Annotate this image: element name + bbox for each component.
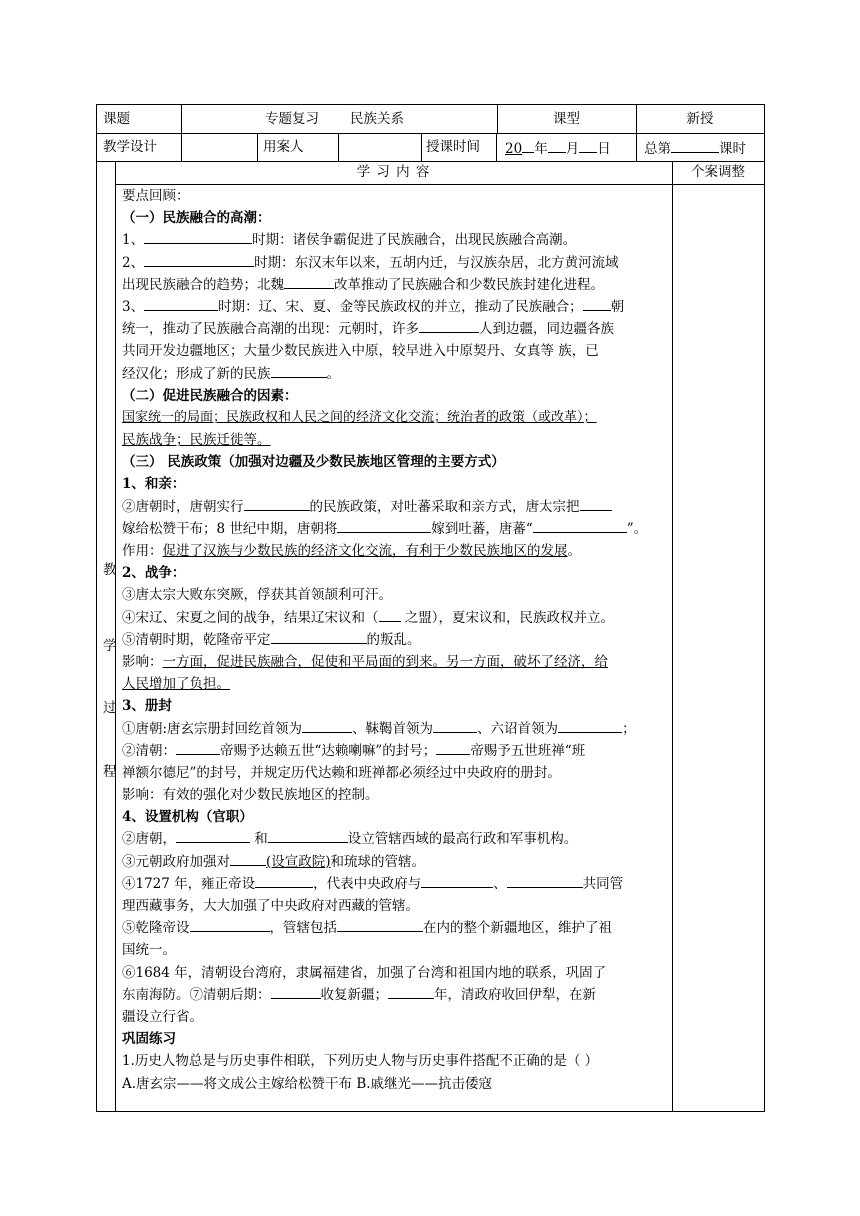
text: 帝赐予五世班禅“班: [470, 742, 586, 759]
text-line: [122, 318, 670, 340]
text: 改革推动了民族融合和少数民族封建化进程。: [334, 276, 604, 293]
text-line: [122, 540, 670, 562]
text: 收复新疆；: [320, 986, 388, 1003]
text-line: 禅额尔德尼”的封号，并规定历代达赖和班禅都必须经过中央政府的册封。: [122, 764, 561, 781]
text: 。: [326, 365, 340, 382]
side-label-char: 教: [103, 562, 117, 578]
text: ①唐朝:唐玄宗册封回纥首领为: [122, 720, 303, 737]
text: 作用：: [122, 543, 163, 559]
text: 人到边疆，同边疆各族: [479, 321, 614, 338]
blank: [580, 496, 612, 511]
col-divider: [496, 133, 497, 161]
blank: [190, 917, 270, 932]
blank: [436, 740, 470, 755]
table-border-left: [96, 104, 97, 1112]
text-line: 民族战争；民族迁徙等。: [122, 432, 271, 449]
text: 、: [493, 875, 507, 892]
text: 嫁到吐蕃，唐蕃“: [431, 520, 533, 537]
row-divider: [96, 161, 765, 162]
text-line: [122, 651, 670, 673]
text-line: [122, 229, 670, 251]
col-divider: [181, 104, 182, 161]
blank: [176, 828, 250, 843]
text-line: [122, 518, 670, 540]
text: 帝赐予达赖五世“达赖喇嘛”的封号；: [220, 742, 437, 759]
section-heading: （三） 民族政策（加强对边疆及少数民族地区管理的主要方式）: [122, 454, 505, 471]
text: 和: [250, 831, 268, 848]
text-line: [122, 496, 670, 518]
text: 促进了汉族与少数民族的经济文化交流，有利于少数民族地区的发展: [162, 543, 568, 559]
blank: [419, 318, 479, 333]
text: 嫁给松赞干布；8 世纪中期，唐朝将: [122, 520, 338, 537]
total-prefix: 总第: [644, 141, 671, 157]
question-text: 1.历史人物总是与历史事件相联，下列历史人物与历史事件搭配不正确的是（ ）: [122, 1053, 599, 1070]
table-border-top: [96, 104, 765, 105]
blank: [379, 607, 401, 622]
text: ⑤清朝时期，乾隆帝平定: [122, 631, 271, 648]
blank: [433, 718, 477, 733]
text: ②唐朝时，唐朝实行: [122, 498, 244, 515]
label-yongan-ren: 用案人: [263, 139, 304, 155]
topic-title: 专题复习: [265, 111, 319, 127]
text-line: [122, 274, 670, 296]
text-line: 共同开发边疆地区；大量少数民族进入中原，较早进入中原契丹、女真等 族，已: [122, 343, 599, 360]
side-label-char: 程: [103, 764, 117, 780]
side-label-char: 学: [103, 638, 117, 654]
text-line: [122, 851, 670, 873]
text: 的叛乱。: [366, 631, 421, 648]
blank: [507, 873, 583, 888]
blank: [388, 984, 434, 999]
date-year-unit: 年: [534, 141, 548, 157]
text: 3、: [122, 298, 145, 315]
table-border-right: [764, 104, 765, 1112]
text-line: [122, 917, 670, 939]
text-line: [122, 296, 670, 318]
text: ②清朝：: [122, 742, 176, 759]
text: 朝: [610, 298, 625, 315]
text: 1、: [122, 232, 145, 249]
blank: [558, 718, 622, 733]
blank: [548, 138, 566, 153]
text-line: ③唐太宗大败东突厥，俘获其首领颉利可汗。: [122, 587, 392, 604]
blank: [337, 917, 423, 932]
col-divider: [257, 133, 258, 161]
text: ；: [622, 720, 636, 737]
text-line: [122, 629, 670, 651]
study-content-body: [122, 185, 670, 1095]
label-kexing: 课型: [553, 111, 580, 127]
date-year-value: 20: [505, 141, 523, 157]
text: 经汉化；形成了新的民族: [122, 365, 271, 382]
label-jiaoxue-sheji: 教学设计: [103, 139, 157, 155]
col-divider: [338, 133, 339, 161]
subsection-heading: 1、和亲：: [122, 476, 186, 493]
blank: [671, 138, 719, 153]
text: 年，清政府收回伊犁，在新: [434, 986, 596, 1003]
blank: [271, 363, 327, 378]
text-line: 人民增加了负担。: [122, 676, 230, 693]
label-shouke-shijian: 授课时间: [426, 139, 480, 155]
text-line: 影响：有效的强化对少数民族地区的控制。: [122, 787, 379, 804]
col-divider: [421, 133, 422, 161]
text-line: ⑥1684 年，清朝设台湾府，隶属福建省，加强了台湾和祖国内地的联系，巩固了: [122, 964, 607, 981]
text-line: 疆设立行省。: [122, 1008, 203, 1025]
blank: [271, 984, 321, 999]
subsection-heading: 3、册封: [122, 698, 172, 715]
text: 和琉球的管辖。: [330, 853, 426, 870]
blank: [522, 138, 534, 153]
section-heading: （二）促进民族融合的因素：: [122, 387, 298, 404]
topic-subtitle: 民族关系: [350, 111, 404, 127]
text: 东南海防。⑦清朝后期：: [122, 986, 271, 1003]
text-line: [122, 607, 670, 629]
blank: [144, 229, 252, 244]
question-options: A.唐玄宗——将文成公主嫁给松赞干布 B.戚继光——抗击倭寇: [122, 1075, 493, 1092]
text: 时期：辽、宋、夏、金等民族政权的并立，推动了民族融合；: [218, 298, 583, 315]
text: 影响：: [122, 653, 163, 670]
text-line: 国家统一的局面；民族政权和人民之间的经济文化交流；统治者的政策（或改革）；: [122, 409, 597, 425]
text: 一方面，促进民族融合，促使和平局面的到来。另一方面，破坏了经济，给: [162, 653, 608, 670]
section-heading: （一）民族融合的高潮：: [122, 210, 271, 227]
text-line: 要点回顾：: [122, 188, 190, 204]
blank: [583, 296, 611, 311]
text: ”。: [626, 520, 648, 537]
text: ⑤乾隆帝设: [122, 920, 190, 937]
date-month-unit: 月: [565, 141, 580, 157]
col-divider: [672, 161, 673, 1111]
blank: [268, 828, 348, 843]
blank: [271, 629, 367, 644]
table-border-bottom: [96, 1111, 765, 1112]
blank: [144, 252, 254, 267]
text: ，管辖包括: [269, 920, 337, 937]
text-line: [122, 828, 670, 850]
kexing-value: 新授: [686, 111, 714, 127]
blank: [533, 518, 627, 533]
adjust-heading: 个案调整: [691, 164, 745, 180]
date-field: [505, 138, 611, 158]
text: (设宣政院): [266, 853, 331, 870]
blank: [284, 274, 334, 289]
text: 在内的整个新疆地区，维护了祖: [423, 920, 612, 937]
text-line: 国统一。: [122, 942, 176, 959]
text: 时期：东汉末年以来，五胡内迁，与汉族杂居，北方黄河流域: [254, 254, 619, 271]
blank: [144, 296, 218, 311]
text: 出现民族融合的趋势；北魏: [122, 276, 284, 293]
blank: [302, 718, 352, 733]
text: ③元朝政府加强对: [122, 853, 230, 870]
text-line: [122, 252, 670, 274]
text: ②唐朝，: [122, 831, 176, 848]
text: 的民族政策，对吐蕃采取和亲方式，唐太宗把: [309, 498, 580, 515]
row-divider: [96, 133, 765, 134]
blank: [579, 138, 597, 153]
blank: [244, 496, 310, 511]
text: 、靺鞨首领为: [352, 720, 434, 737]
text: 统一，推动了民族融合高潮的出现：元朝时，许多: [122, 321, 419, 338]
text: ，代表中央政府与: [313, 875, 422, 892]
text: 之盟），夏宋议和，民族政权并立。: [400, 609, 615, 626]
section-heading: 巩固练习: [122, 1031, 176, 1048]
text-line: 理西藏事务，大大加强了中央政府对西藏的管辖。: [122, 898, 419, 914]
text: 。: [567, 543, 581, 559]
study-content-heading: 学 习 内 容: [356, 164, 431, 180]
text: ④宋辽、宋夏之间的战争，结果辽宋议和（: [122, 609, 379, 626]
blank: [230, 851, 266, 866]
text-line: [122, 984, 670, 1006]
text: 、六诏首领为: [477, 720, 559, 737]
total-suffix: 课时: [719, 141, 746, 157]
text-line: [122, 740, 670, 762]
side-label-char: 过: [103, 700, 117, 716]
text: 2、: [122, 254, 145, 271]
text: 时期：诸侯争霸促进了民族融合，出现民族融合高潮。: [252, 232, 577, 249]
text-line: [122, 363, 670, 385]
text-line: [122, 718, 670, 740]
text-line: [122, 873, 670, 895]
blank: [176, 740, 220, 755]
label-keti: 课题: [103, 111, 130, 127]
date-day-unit: 日: [597, 141, 611, 157]
blank: [255, 873, 313, 888]
text: 共同管: [582, 875, 624, 892]
blank: [337, 518, 431, 533]
blank: [421, 873, 493, 888]
subsection-heading: 2、战争：: [122, 565, 186, 582]
total-lesson-field: [644, 138, 746, 158]
text: ④1727 年，雍正帝设: [122, 875, 256, 892]
text: 设立管辖西域的最高行政和军事机构。: [347, 831, 578, 848]
subsection-heading: 4、设置机构（官职）: [122, 809, 253, 826]
